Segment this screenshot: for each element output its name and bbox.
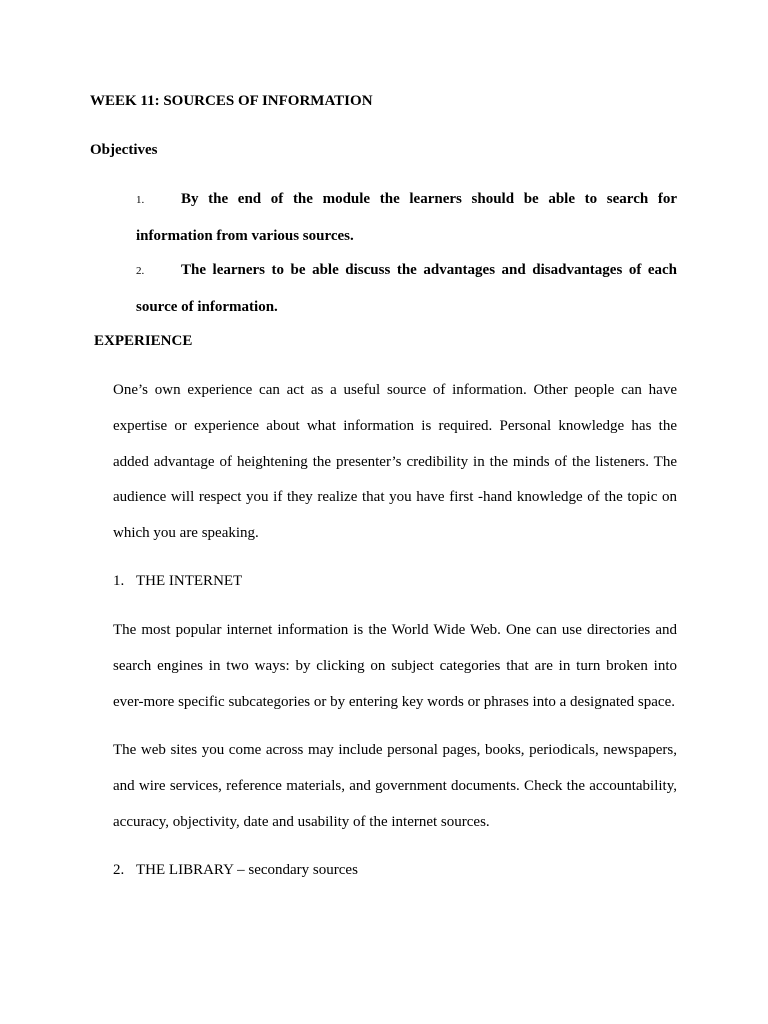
objective-item (136, 182, 677, 254)
section-title: THE INTERNET (136, 573, 243, 589)
document-title: WEEK 11: SOURCES OF INFORMATION (90, 93, 373, 109)
objective-text: The learners to be able discuss the advantages and disadvantages of each source of information. (136, 262, 677, 315)
objective-number: 2. (136, 265, 145, 277)
internet-paragraph: The web sites you come across may include personal pages, books, periodicals, newspapers, and wire services, reference materials, and government documents. Check the accountability, accuracy, objectivity, date and usability of the internet sources. (113, 742, 677, 830)
internet-paragraph: The most popular internet information is the World Wide Web. One can use directories and search engines in two ways: by clicking on subject categories that are in turn broken into ever-more specific subcategories or by entering key words or phrases into a designated space. (113, 622, 677, 710)
section-title: THE LIBRARY – secondary sources (136, 862, 358, 878)
experience-heading: EXPERIENCE (94, 333, 193, 349)
objective-item (136, 253, 677, 325)
objectives-heading: Objectives (90, 142, 158, 158)
experience-paragraph: One’s own experience can act as a useful source of information. Other people can have expertise or experience about what information is required. Personal knowledge has the added advantage of heightening the presenter’s credibility in the minds of the listeners. The audience will respect you if they realize that you have first -hand knowledge of the topic on which you are speaking. (113, 382, 677, 542)
objective-text: By the end of the module the learners should be able to search for information from various sources. (136, 191, 677, 244)
section-number: 1. (113, 573, 125, 589)
section-heading-library (113, 862, 358, 879)
objective-number: 1. (136, 194, 145, 206)
section-heading-internet (113, 573, 242, 590)
section-number: 2. (113, 862, 125, 878)
